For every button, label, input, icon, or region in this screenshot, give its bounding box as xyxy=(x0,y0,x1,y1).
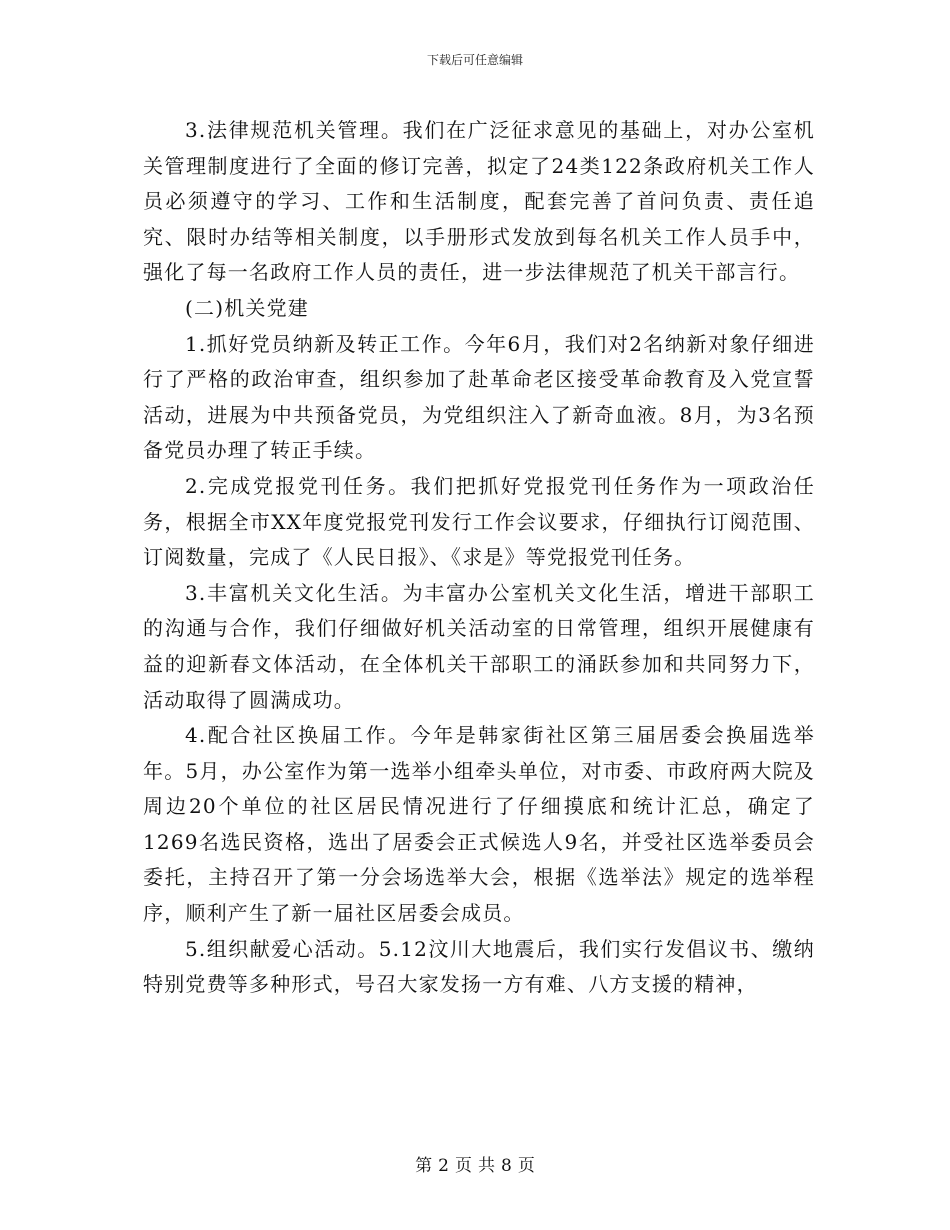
section-heading-party-building: (二)机关党建 xyxy=(185,295,310,320)
page-header: 下载后可任意编辑 xyxy=(426,53,523,67)
paragraph-charity-activity: 5.组织献爱心活动。5.12汶川大地震后，我们实行发倡议书、缴纳特别党费等多种形式，号召大家发扬一方有难、八方支援的精神， xyxy=(143,936,815,997)
paragraph-party-members: 1.抓好党员纳新及转正工作。今年6月，我们对2名纳新对象仔细进行了严格的政治审查，组织参加了赴革命老区接受革命教育及入党宣誓活动，进展为中共预备党员，为党组织注入了新奇血液。8月，为3名预备党员办理了转正手续。 xyxy=(143,331,815,463)
footer-page-word: 页 xyxy=(455,1156,472,1176)
paragraph-legal-management: 3.法律规范机关管理。我们在广泛征求意见的基础上，对办公室机关管理制度进行了全面的修订完善，拟定了24类122条政府机关工作人员必须遵守的学习、工作和生活制度，配套完善了首问负责、责任追究、限时办结等相关制度，以手册形式发放到每名机关工作人员手中，强化了每一名政府工作人员的责任，进一步法律规范了机关干部言行。 xyxy=(143,118,815,285)
footer-prefix: 第 xyxy=(415,1156,433,1176)
paragraph-community-election: 4.配合社区换届工作。今年是韩家街社区第三届居委会换届选举年。5月，办公室作为第一选举小组牵头单位，对市委、市政府两大院及周边20个单位的社区居民情况进行了仔细摸底和统计汇总，确定了1269名选民资格，选出了居委会正式候选人9名，并受社区选举委员会委托，主持召开了第一分会场选举大会，根据《选举法》规定的选举程序，顺利产生了新一届社区居委会成员。 xyxy=(143,723,815,926)
footer-suffix: 页 xyxy=(517,1156,535,1176)
footer-total-pages: 8 xyxy=(501,1156,512,1176)
footer-current-page: 2 xyxy=(438,1156,449,1176)
footer-total-word: 共 xyxy=(478,1156,495,1176)
paragraph-party-newspapers: 2.完成党报党刊任务。我们把抓好党报党刊任务作为一项政治任务，根据全市XX年度党报党刊发行工作会议要求，仔细执行订阅范围、订阅数量，完成了《人民日报》、《求是》等党报党刊任务。 xyxy=(143,473,815,570)
paragraph-cultural-life: 3.丰富机关文化生活。为丰富办公室机关文化生活，增进干部职工的沟通与合作，我们仔细做好机关活动室的日常管理，组织开展健康有益的迎新春文体活动，在全体机关干部职工的涌跃参加和共同努力下，活动取得了圆满成功。 xyxy=(143,580,815,712)
page-footer xyxy=(0,1155,950,1177)
document-body xyxy=(143,113,815,1003)
